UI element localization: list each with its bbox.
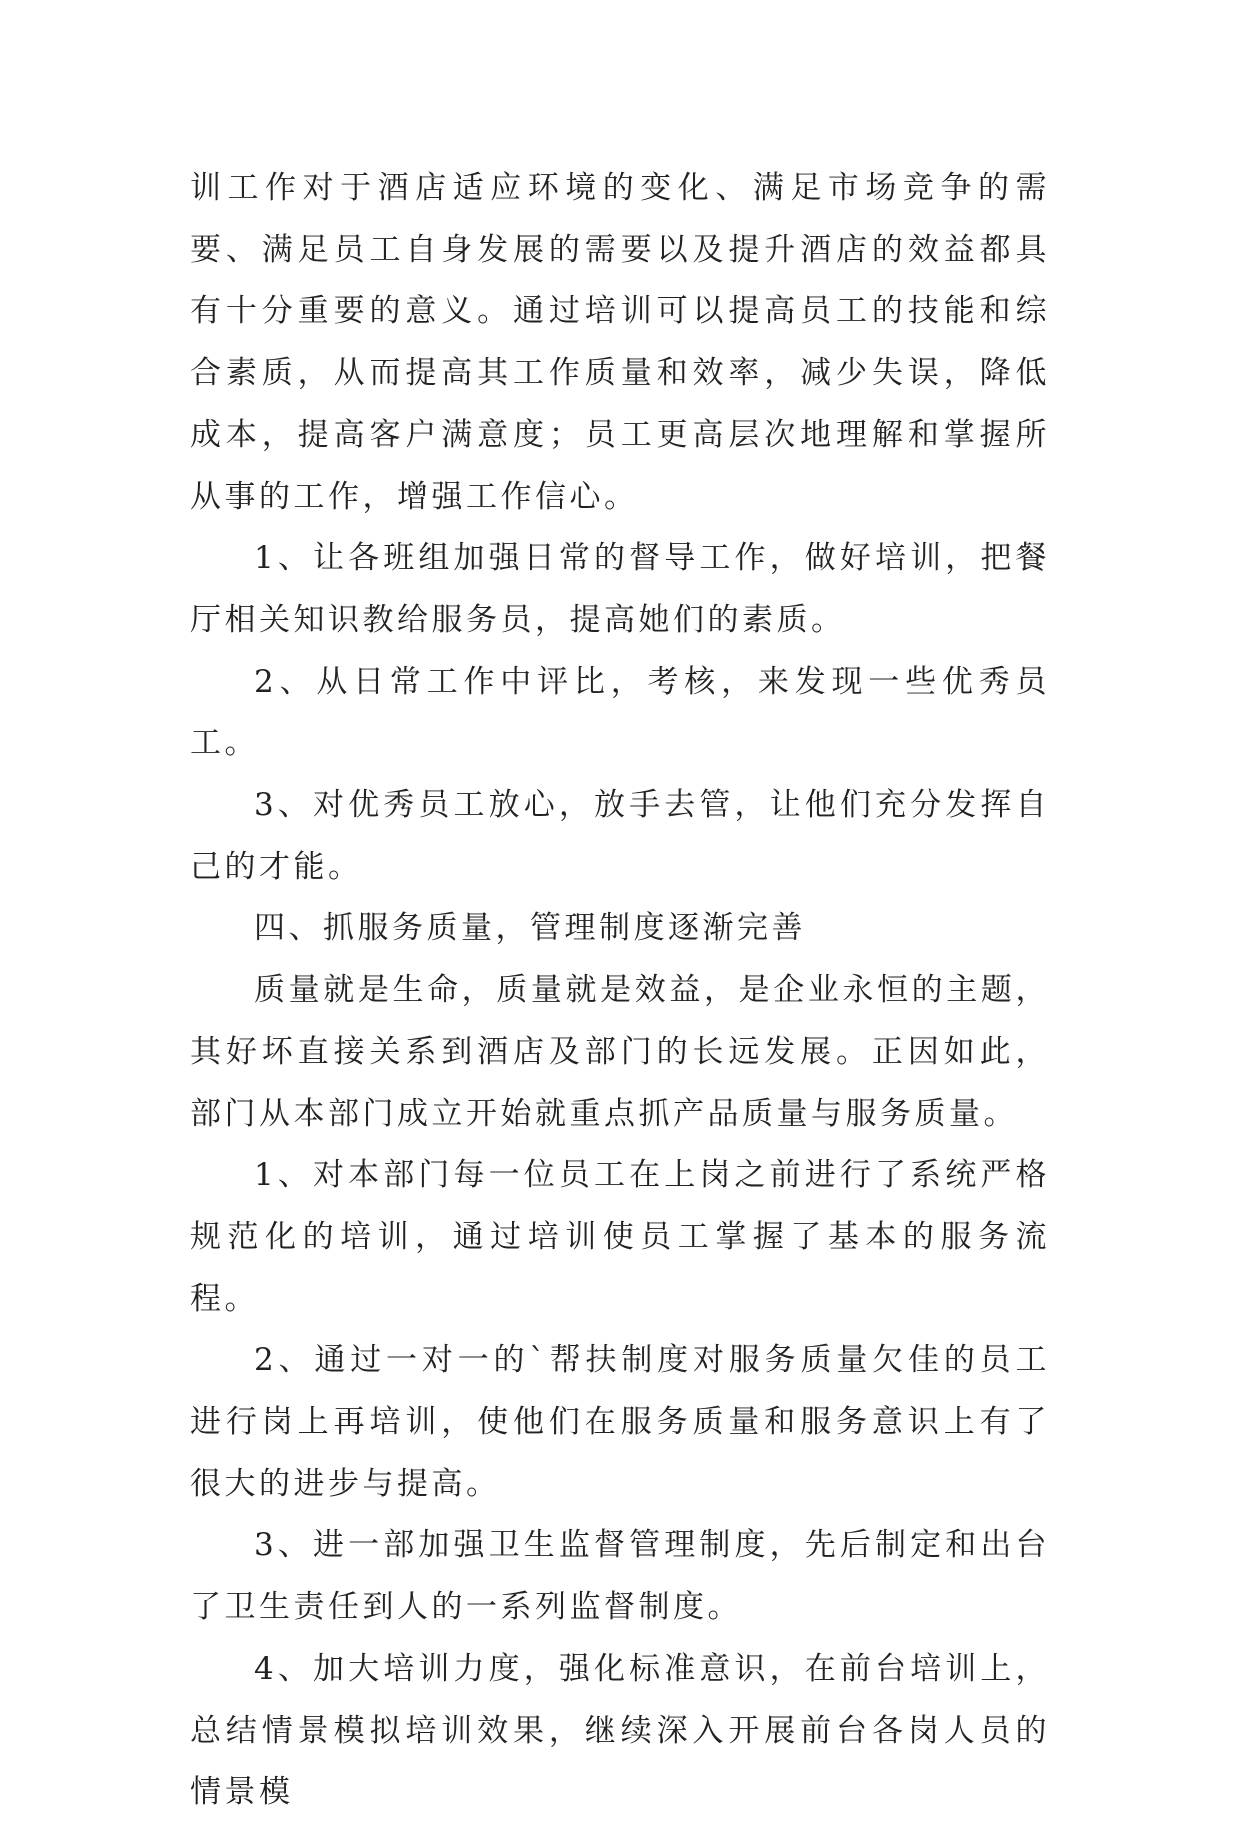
paragraph-quality-item-2: 2、通过一对一的`帮扶制度对服务质量欠佳的员工进行岗上再培训，使他们在服务质量和服务意识上有了很大的进步与提高。 bbox=[190, 1342, 1050, 1502]
document-body bbox=[190, 158, 1050, 1824]
paragraph-quality-item-1: 1、对本部门每一位员工在上岗之前进行了系统严格规范化的培训，通过培训使员工掌握了基本的服务流程。 bbox=[190, 1157, 1050, 1317]
paragraph-quality-item-3: 3、进一部加强卫生监督管理制度，先后制定和出台了卫生责任到人的一系列监督制度。 bbox=[190, 1527, 1050, 1626]
paragraph-item-3-delegation: 3、对优秀员工放心，放手去管，让他们充分发挥自己的才能。 bbox=[190, 787, 1050, 885]
paragraph-item-2-evaluation: 2、从日常工作中评比，考核，来发现一些优秀员工。 bbox=[190, 663, 1050, 762]
paragraph-training-importance: 训工作对于酒店适应环境的变化、满足市场竞争的需要、满足员工自身发展的需要以及提升酒店的效益都具有十分重要的意义。通过培训可以提高员工的技能和综合素质，从而提高其工作质量和效率，减少失误，降低成本，提高客户满意度；员工更高层次地理解和掌握所从事的工作，增强工作信心。 bbox=[190, 170, 1050, 515]
paragraph-quality-is-life: 质量就是生命，质量就是效益，是企业永恒的主题，其好坏直接关系到酒店及部门的长远发展。正因如此，部门从本部门成立开始就重点抓产品质量与服务质量。 bbox=[190, 972, 1050, 1132]
paragraph-item-1-supervision: 1、让各班组加强日常的督导工作，做好培训，把餐厅相关知识教给服务员，提高她们的素质。 bbox=[190, 540, 1050, 638]
section-heading-service-quality: 四、抓服务质量，管理制度逐渐完善 bbox=[254, 910, 806, 947]
paragraph-quality-item-4: 4、加大培训力度，强化标准意识，在前台培训上，总结情景模拟培训效果，继续深入开展前台各岗人员的情景模 bbox=[190, 1650, 1050, 1811]
